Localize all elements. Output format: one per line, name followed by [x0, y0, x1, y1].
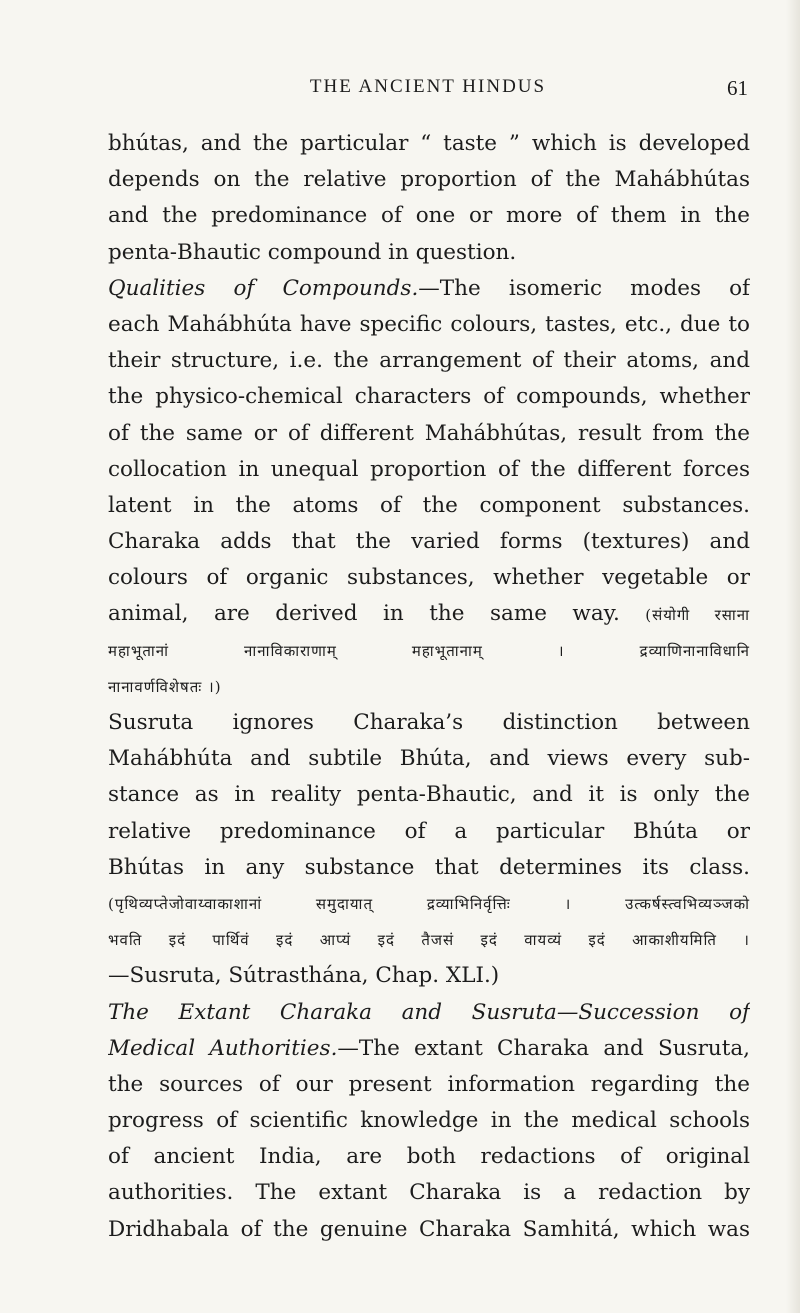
page-edge-shadow [786, 0, 800, 1313]
text-line: Susruta ignores Charaka’s distinction between [108, 710, 750, 735]
text-line: the sources of our present information regarding the [108, 1071, 750, 1097]
page-number: 61 [727, 76, 748, 100]
text-line: relative predominance of a particular Bhúta or [108, 818, 750, 844]
text-line: of ancient India, are both redactions of original [108, 1144, 750, 1170]
text-line: (पृथिव्यप्तेजोवाय्वाकाशानां समुदायात् द्रव्याभिनिर्वृत्तिः । उत्कर्षस्त्वभिव्यञ्जको [108, 894, 750, 913]
text-line: latent in the atoms of the component substances. [108, 492, 750, 518]
text-line: Dridhabala of the genuine Charaka Samhitá, which was [108, 1216, 750, 1242]
text-line: progress of scientific knowledge in the medical schools [108, 1108, 750, 1134]
body-text [108, 126, 750, 1248]
text-line: collocation in unequal proportion of the different forces [108, 456, 750, 482]
text-line: authorities. The extant Charaka is a redaction by [108, 1180, 750, 1206]
page-header [108, 76, 748, 106]
text-line: Charaka adds that the varied forms (textures) and [108, 529, 750, 555]
text-line: Bhútas in any substance that determines its class. [108, 854, 750, 880]
text-line: depends on the relative proportion of the Mahábhútas [108, 167, 750, 193]
text-line: animal, are derived in the same way. (संयोगी रसाना [108, 601, 750, 627]
text-line: Medical Authorities.—The extant Charaka and Susruta, [108, 1035, 750, 1061]
text-line: Mahábhúta and subtile Bhúta, and views every sub- [108, 746, 750, 772]
text-line: penta-Bhautic compound in question. [108, 239, 517, 265]
text-line: each Mahábhúta have specific colours, tastes, etc., due to [108, 311, 750, 337]
text-line: Qualities of Compounds.—The isomeric modes of [108, 275, 750, 301]
text-line: महाभूतानां नानाविकाराणाम् महाभूतानाम् । द्रव्याणिनानाविधानि [108, 641, 750, 660]
text-line: of the same or of different Mahábhútas, result from the [108, 420, 750, 446]
running-head: THE ANCIENT HINDUS [309, 76, 547, 97]
text-line: नानावर्णविशेषतः ।) [108, 677, 222, 696]
text-line: colours of organic substances, whether vegetable or [108, 565, 750, 591]
text-line: the physico-chemical characters of compounds, whether [108, 384, 750, 410]
text-line: and the predominance of one or more of them in the [108, 203, 750, 229]
text-line: The Extant Charaka and Susruta—Succession of [108, 999, 750, 1025]
text-line: stance as in reality penta-Bhautic, and it is only the [108, 782, 750, 808]
text-line: भवति इदं पार्थिवं इदं आप्यं इदं तैजसं इदं वायव्यं इदं आकाशीयमिति । [108, 931, 750, 950]
text-line: their structure, i.e. the arrangement of their atoms, and [108, 348, 750, 374]
text-line: —Susruta, Sútrasthána, Chap. XLI.) [108, 963, 500, 989]
text-line: bhútas, and the particular “ taste ” which is developed [108, 131, 750, 156]
